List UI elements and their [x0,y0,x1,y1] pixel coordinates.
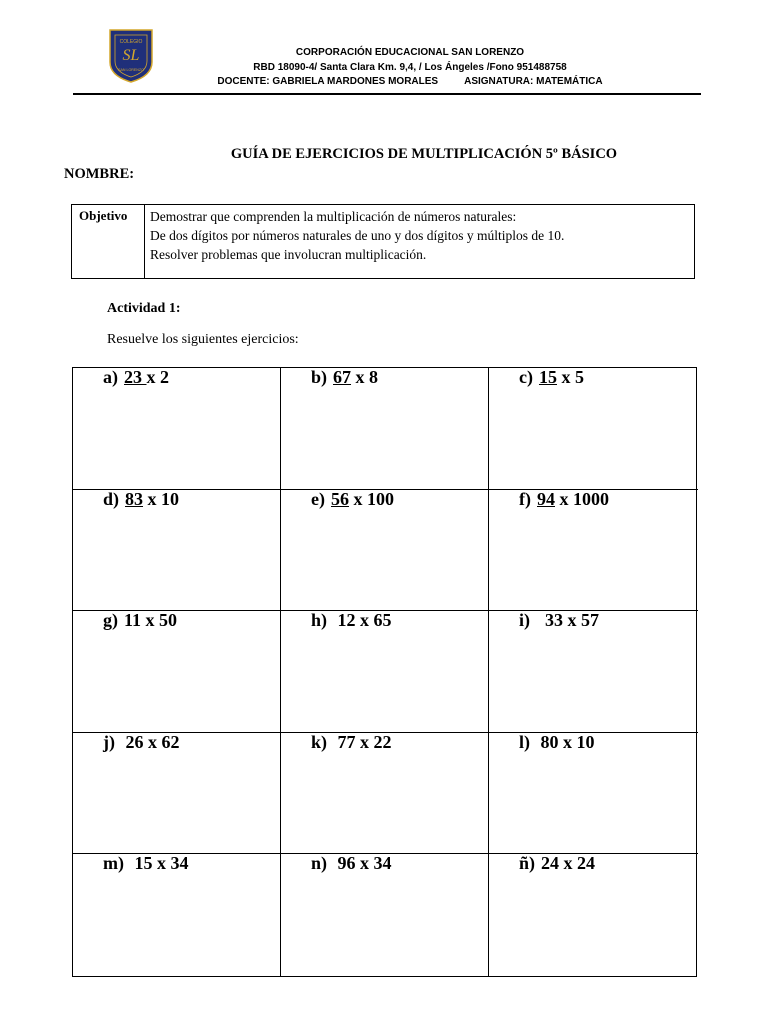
teacher-subject-line [150,75,670,89]
institution-address: RBD 18090-4/ Santa Clara Km. 9,4, / Los Ángeles /Fono 951488758 [253,62,567,73]
logo-text-top: COLEGIO [119,39,143,45]
exercise-cell[interactable] [73,854,281,976]
exercise-cell[interactable] [73,490,281,612]
exercise-label: h) [311,610,328,631]
exercise-prompt [311,368,488,386]
exercise-label: l) [519,731,530,752]
exercise-prompt [103,854,280,872]
exercise-cell[interactable] [281,368,489,490]
exercise-operation: x 34 [355,853,392,874]
exercise-prompt [311,490,488,508]
exercise-operation: x 100 [348,488,394,509]
exercise-factor: 23 [124,367,147,387]
exercise-prompt [103,733,280,751]
objective-line: Resolver problemas que involucran multiplicación. [150,247,427,262]
exercise-factor: 77 [333,731,356,752]
logo-monogram: SL [122,47,140,64]
objective-label: Objetivo [72,205,145,278]
exercise-operation: x 62 [143,731,180,752]
exercise-operation: x 24 [559,853,596,874]
exercise-factor: 15 [538,367,557,387]
exercise-cell[interactable] [281,854,489,976]
exercise-operation: x 1000 [555,488,609,509]
exercise-cell[interactable] [281,733,489,855]
exercise-label: n) [311,853,328,874]
exercise-factor: 96 [333,853,356,874]
exercise-factor: 83 [125,488,144,509]
exercise-cell[interactable] [489,368,698,490]
objective-line: Demostrar que comprenden la multiplicación de números naturales: [150,209,517,224]
exercise-label: g) [103,610,118,631]
exercise-prompt [519,368,698,386]
exercise-operation: x 65 [355,610,392,631]
exercise-cell[interactable] [73,733,281,855]
exercise-prompt [311,611,488,629]
objective-text [145,205,694,278]
exercise-factor: 24 [541,853,560,874]
exercise-operation: x 2 [146,367,169,387]
exercise-label: i) [519,610,530,631]
exercise-prompt [519,611,698,629]
exercise-prompt [519,854,698,872]
exercise-operation: x 57 [563,610,599,631]
exercise-label: d) [103,488,120,509]
exercise-factor: 15 [130,853,153,874]
exercise-prompt [311,854,488,872]
exercise-label: j) [103,731,115,752]
teacher-name: DOCENTE: GABRIELA MARDONES MORALES [217,76,439,87]
exercise-operation: x 10 [143,488,180,509]
exercise-label: b) [311,367,328,387]
exercise-factor: 94 [537,488,555,509]
objective-line: De dos dígitos por números naturales de uno y dos dígitos y múltiplos de 10. [150,228,565,243]
name-label: NOMBRE: [64,166,135,182]
exercise-factor: 26 [121,731,144,752]
exercise-cell[interactable] [489,490,698,612]
exercise-label: ñ) [519,853,536,874]
exercise-operation: x 8 [351,367,379,387]
exercise-prompt [103,368,280,386]
exercise-label: a) [103,367,118,387]
exercise-prompt [519,490,698,508]
header-divider [73,93,701,95]
objective-table [71,204,695,279]
exercise-factor: 56 [330,488,349,509]
activity-instruction: Resuelve los siguientes ejercicios: [107,332,299,347]
exercise-factor: 80 [536,731,559,752]
exercise-label: e) [311,488,325,509]
exercise-cell[interactable] [73,368,281,490]
exercise-operation: x 5 [556,367,584,387]
exercise-cell[interactable] [489,854,698,976]
exercise-cell[interactable] [73,611,281,733]
activity-heading: Actividad 1: [107,301,181,316]
exercise-cell[interactable] [281,611,489,733]
exercise-factor: 33 [536,610,563,631]
exercise-label: c) [519,367,533,387]
worksheet-title: GUÍA DE EJERCICIOS DE MULTIPLICACIÓN 5º BÁSICO [230,146,618,162]
exercise-operation: x 34 [152,853,189,874]
logo-text-bottom: SAN LORENZO [118,68,144,72]
exercise-operation: x 22 [355,731,392,752]
exercise-cell[interactable] [489,733,698,855]
exercise-prompt [519,733,698,751]
exercise-prompt [103,490,280,508]
exercise-label: f) [519,488,531,509]
institution-name: CORPORACIÓN EDUCACIONAL SAN LORENZO [295,47,525,58]
exercise-cell[interactable] [489,611,698,733]
exercise-cell[interactable] [281,490,489,612]
subject-name: ASIGNATURA: MATEMÁTICA [464,76,603,87]
exercise-label: k) [311,731,328,752]
exercise-label: m) [103,853,124,874]
exercise-operation: x 50 [141,610,178,631]
exercise-prompt [103,611,280,629]
exercise-factor: 67 [333,367,352,387]
exercise-grid [72,367,697,977]
exercise-factor: 12 [333,610,356,631]
exercise-operation: x 10 [558,731,595,752]
exercise-prompt [311,733,488,751]
school-logo [106,26,156,84]
exercise-factor: 11 [124,610,142,631]
